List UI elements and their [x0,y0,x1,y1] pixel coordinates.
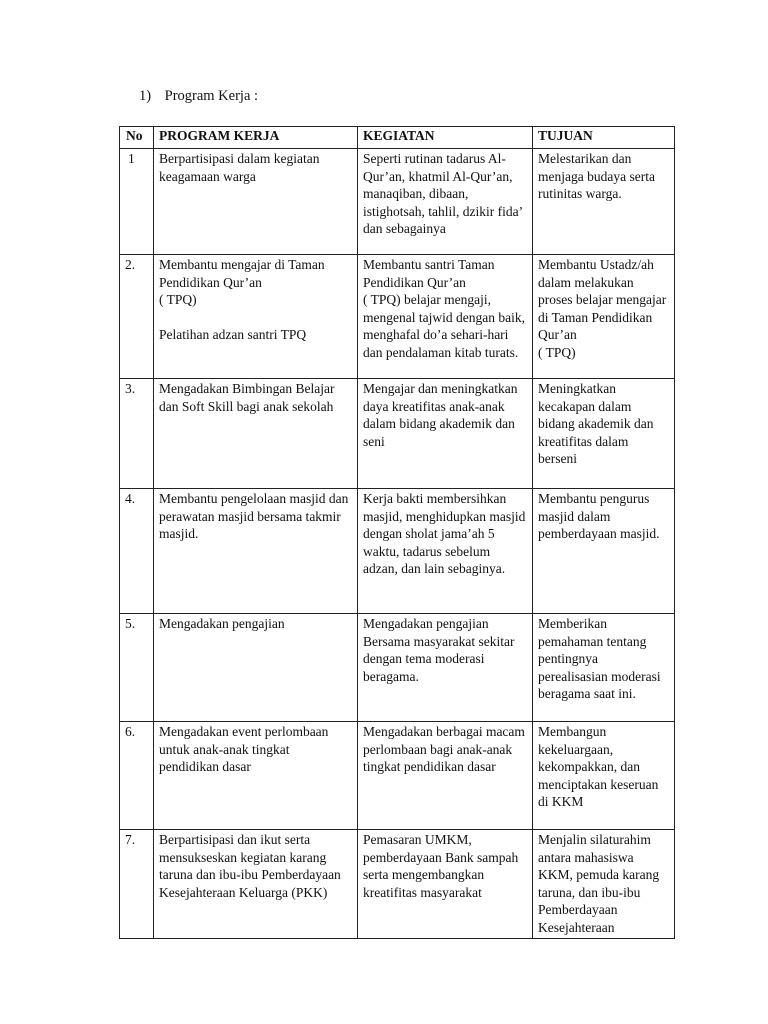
row-number: 7. [120,830,154,939]
kegiatan-text: Pemasaran UMKM, pemberdayaan Bank sampah serta mengembangkan kreatifitas masyarakat [363,832,519,900]
section-heading [139,88,258,105]
program-text: Membantu mengajar di Taman Pendidikan Qur’an [159,257,325,290]
program-text: Membantu pengelolaan masjid dan perawatan masjid bersama takmir masjid. [159,491,349,541]
row-number: 6. [120,722,154,830]
kegiatan-cell [358,830,533,939]
table-row [120,614,675,722]
tujuan-text: ( TPQ) [538,344,576,360]
program-text: Berpartisipasi dalam kegiatan keagamaan warga [159,151,320,184]
tujuan-text: Membantu Ustadz/ah dalam melakukan proses belajar mengajar di Taman Pendidikan Qur’an [538,257,667,342]
table-row [120,379,675,489]
table-row [120,722,675,830]
program-cell [154,489,358,614]
section-title: Program Kerja : [164,88,259,104]
program-cell [154,149,358,255]
tujuan-text: Menjalin silaturahim antara mahasiswa KKM, pemuda karang taruna, dan ibu-ibu Pemberdayaan Kesejahteraan [538,832,660,935]
row-number: 1 [120,149,154,255]
kegiatan-text: Mengadakan pengajian Bersama masyarakat sekitar dengan tema moderasi beragama. [363,616,515,684]
tujuan-text: Membangun kekeluargaan, kekompakkan, dan menciptakan keseruan di KKM [538,724,659,809]
kegiatan-cell [358,149,533,255]
table-header-row [120,127,675,149]
program-text: Pelatihan adzan santri TPQ [159,326,307,342]
tujuan-text: Meningkatkan kecakapan dalam bidang akademik dan kreatifitas dalam berseni [538,381,654,466]
program-text: Berpartisipasi dan ikut serta mensukseskan kegiatan karang taruna dan ibu-ibu Pemberdayaan Kesejahteraan Keluarga (PKK) [159,832,341,900]
tujuan-text: Melestarikan dan menjaga budaya serta rutinitas warga. [538,151,655,201]
program-text: Mengadakan Bimbingan Belajar dan Soft Skill bagi anak sekolah [159,381,335,414]
kegiatan-cell [358,489,533,614]
tujuan-cell [533,489,675,614]
program-cell [154,830,358,939]
header-kegiatan: KEGIATAN [358,127,533,149]
program-cell [154,379,358,489]
table-row [120,489,675,614]
kegiatan-text: ( TPQ) belajar mengaji, mengenal tajwid dengan baik, menghafal do’a sehari-hari dan pendalaman kitab turats. [363,292,525,360]
program-text: Mengadakan pengajian [159,616,285,631]
row-number: 3. [120,379,154,489]
kegiatan-text: Mengadakan berbagai macam perlombaan bagi anak-anak tingkat pendidikan dasar [363,724,525,774]
header-program: PROGRAM KERJA [154,127,358,149]
header-no: No [120,127,154,149]
table-row [120,149,675,255]
program-cell [154,255,358,379]
row-number: 5. [120,614,154,722]
tujuan-cell [533,722,675,830]
kegiatan-cell [358,614,533,722]
tujuan-text: Membantu pengurus masjid dalam pemberdayaan masjid. [538,491,660,541]
row-number: 2. [120,255,154,379]
kegiatan-cell [358,722,533,830]
program-cell [154,722,358,830]
kegiatan-cell [358,379,533,489]
program-text: ( TPQ) [159,292,197,307]
kegiatan-text: Membantu santri Taman Pendidikan Qur’an [363,257,495,290]
program-cell [154,614,358,722]
program-kerja-table [119,126,675,939]
kegiatan-text: Kerja bakti membersihkan masjid, menghidupkan masjid dengan sholat jama’ah 5 waktu, tadarus sebelum adzan, dan lain sebaginya. [363,491,526,576]
header-tujuan: TUJUAN [533,127,675,149]
row-number: 4. [120,489,154,614]
tujuan-cell [533,830,675,939]
tujuan-cell [533,614,675,722]
kegiatan-text: Seperti rutinan tadarus Al-Qur’an, khatmil Al-Qur’an, manaqiban, dibaan, istighotsah, tahlil, dzikir fida’ dan sebagainya [363,151,523,236]
tujuan-cell [533,255,675,379]
kegiatan-cell [358,255,533,379]
table-row [120,255,675,379]
program-text: Mengadakan event perlombaan untuk anak-anak tingkat pendidikan dasar [159,724,329,774]
kegiatan-text: Mengajar dan meningkatkan daya kreatifitas anak-anak dalam bidang akademik dan seni [363,381,518,449]
table-row [120,830,675,939]
tujuan-cell [533,379,675,489]
spacer [159,309,352,326]
tujuan-cell [533,149,675,255]
tujuan-text: Memberikan pemahaman tentang pentingnya perealisasian moderasi beragama saat ini. [538,616,661,701]
section-number: 1) [139,88,152,104]
